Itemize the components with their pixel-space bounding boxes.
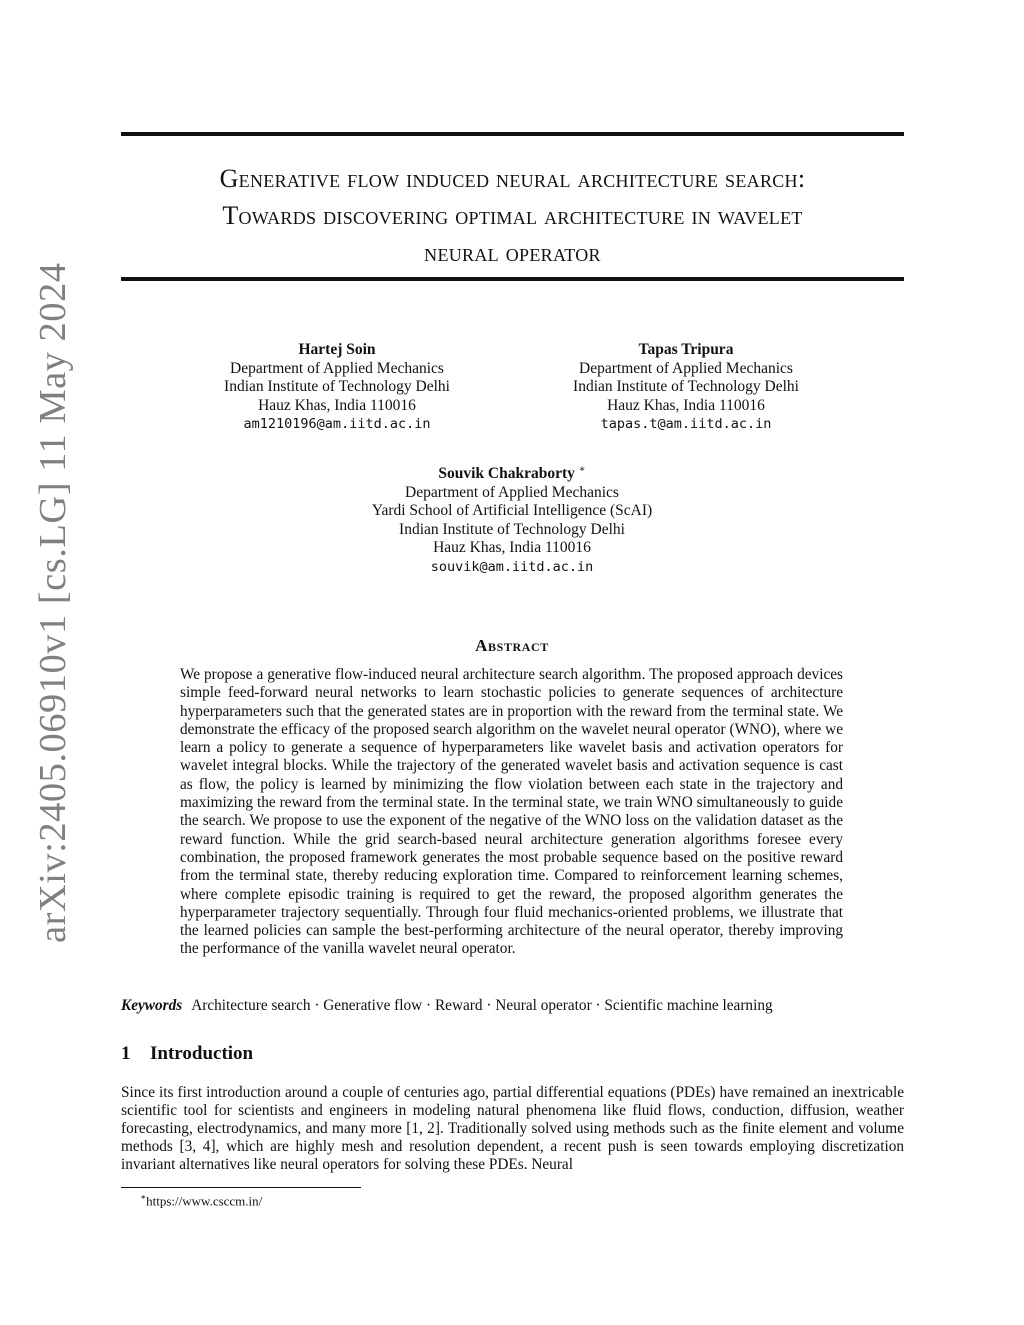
author-name: Hartej Soin (298, 341, 376, 358)
author-institute: Indian Institute of Technology Delhi (224, 378, 450, 395)
title-top-rule (121, 132, 904, 136)
paper-title (121, 160, 904, 271)
title-line: Towards discovering optimal architecture in wavelet (222, 201, 803, 230)
abstract-text: We propose a generative flow-induced neural architecture search algorithm. The proposed approach devices simple feed-forward neural networks to learn stochastic policies to generate sequences of architecture hyperparameters such that the generated states are in proportion with the reward from the terminal state. We demonstrate the efficacy of the proposed search algorithm on the wavelet neural operator (WNO), where we learn a policy to generate a sequence of hyperparameters like wavelet basis and activation operators for wavelet integral blocks. While the trajectory of the generated wavelet basis and activation sequence is cast as flow, the policy is learned by minimizing the flow violation between each state in the trajectory and maximizing the reward from the terminal state. In the terminal state, we train WNO simultaneously to guide the search. We propose to use the exponent of the negative of the WNO loss on the validation dataset as the reward function. While the grid search-based neural architecture generation algorithms foresee every combination, the proposed framework generates the most probable sequence based on the positive reward from the terminal state, thereby reducing exploration time. Compared to reinforcement learning schemes, where complete episodic training is required to get the reward, the proposed algorithm generates the hyperparameter trajectory sequentially. Through four fluid mechanics-oriented problems, we illustrate that the learned policies can sample the best-performing architecture of the neural operator, thereby improving the performance of the vanilla wavelet neural operator. (180, 666, 843, 958)
footnote-link[interactable]: https://www.csccm.in/ (146, 1193, 263, 1209)
author-address: Hauz Khas, India 110016 (607, 396, 765, 414)
author-address: Hauz Khas, India 110016 (258, 396, 416, 414)
author-email[interactable]: souvik@am.iitd.ac.in (430, 558, 594, 575)
author-block (312, 461, 712, 576)
author-email[interactable]: am1210196@am.iitd.ac.in (243, 416, 431, 432)
section-number: 1 (121, 1043, 131, 1064)
keywords-label: Keywords (121, 997, 183, 1014)
author-school: Yardi School of Artificial Intelligence (ScAI) (371, 502, 653, 520)
arxiv-identifier: arXiv:2405.06910v1 [cs.LG] 11 May 2024 (32, 262, 74, 943)
author-block (536, 341, 836, 434)
author-department: Department of Applied Mechanics (230, 359, 444, 377)
footnote-marker[interactable]: ∗ (578, 464, 586, 475)
author-block (187, 341, 487, 434)
author-name-line (312, 461, 712, 484)
author-address: Hauz Khas, India 110016 (433, 539, 591, 557)
footnote-mark: ∗ (140, 1192, 147, 1202)
abstract-heading: Abstract (475, 636, 549, 655)
author-email[interactable]: tapas.t@am.iitd.ac.in (600, 416, 772, 432)
author-institute: Indian Institute of Technology Delhi (399, 520, 625, 538)
footnote-rule (121, 1187, 361, 1188)
footnote (140, 1192, 262, 1209)
author-department: Department of Applied Mechanics (579, 359, 793, 377)
author-institute: Indian Institute of Technology Delhi (573, 378, 799, 395)
keywords-list: Architecture search · Generative flow · Reward · Neural operator · Scientific machine learning (191, 997, 773, 1014)
author-name: Souvik Chakraborty (438, 465, 575, 483)
keywords-line (121, 997, 904, 1015)
section-heading (121, 1043, 253, 1065)
title-bottom-rule (121, 277, 904, 281)
author-department: Department of Applied Mechanics (405, 483, 619, 501)
title-line: Generative flow induced neural architecture search: (219, 164, 806, 193)
author-name: Tapas Tripura (638, 341, 734, 358)
section-title: Introduction (150, 1043, 254, 1064)
intro-paragraph: Since its first introduction around a couple of centuries ago, partial differential equations (PDEs) have remained an inextricable scientific tool for scientists and engineers in modeling natural phenomena like fluid flows, conduction, diffusion, weather forecasting, electrodynamics, and many more [1, 2]. Traditionally solved using methods such as the finite element and volume methods [3, 4], which are highly mesh and resolution dependent, a recent push is seen towards employing discretization invariant alternatives like neural operators for solving these PDEs. Neural (121, 1084, 904, 1174)
title-line: neural operator (424, 238, 601, 267)
